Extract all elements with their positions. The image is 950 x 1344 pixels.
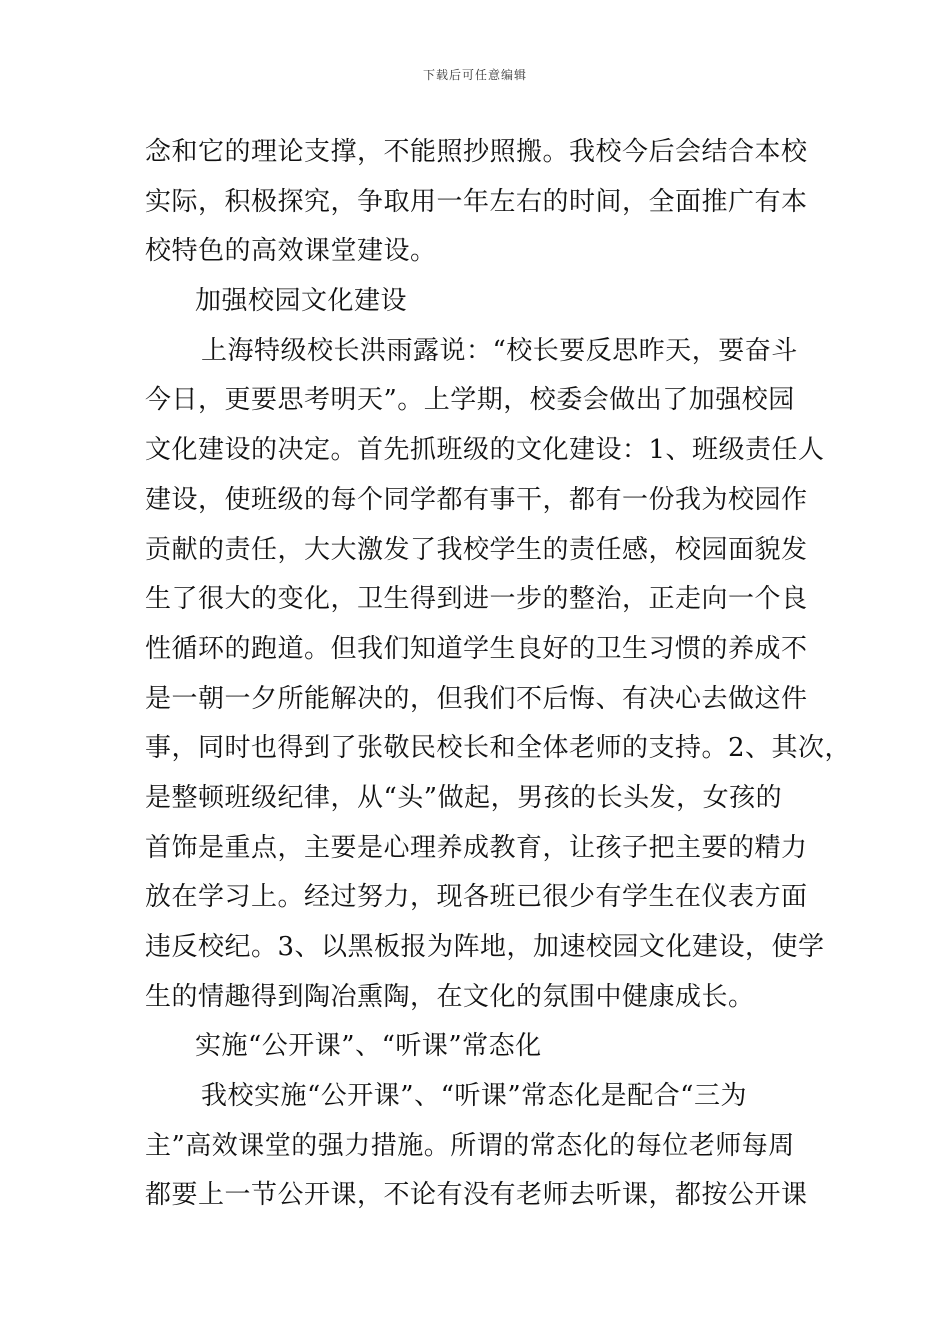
section-heading: 加强校园文化建设: [195, 286, 408, 317]
text-line: 放在学习上。经过努力，现各班已很少有学生在仪表方面: [145, 882, 808, 913]
text-line: 违反校纪。3、以黑板报为阵地，加速校园文化建设，使学: [145, 932, 825, 962]
text-line: 建设，使班级的每个同学都有事干，都有一份我为校园作: [145, 484, 808, 515]
text-line: 性循环的跑道。但我们知道学生良好的卫生习惯的养成不: [145, 633, 808, 664]
text-line: 是一朝一夕所能解决的，但我们不后悔、有决心去做这件: [145, 683, 808, 714]
text-line: 上海特级校长洪雨露说：“校长要反思昨天，要奋斗: [201, 335, 798, 366]
text-line: 主”高效课堂的强力措施。所谓的常态化的每位老师每周: [145, 1130, 795, 1161]
text-line: 今日，更要思考明天”。上学期，校委会做出了加强校园: [145, 385, 795, 416]
text-line: 我校实施“公开课”、“听课”常态化是配合“三为: [201, 1081, 747, 1112]
text-line: 贡献的责任，大大激发了我校学生的责任感，校园面貌发: [145, 534, 808, 565]
text-line: 念和它的理论支撑，不能照抄照搬。我校今后会结合本校: [145, 137, 808, 167]
text-line: 实际，积极探究，争取用一年左右的时间，全面推广有本: [145, 186, 808, 217]
text-line: 文化建设的决定。首先抓班级的文化建设：1、班级责任人: [145, 435, 825, 466]
text-line: 事，同时也得到了张敬民校长和全体老师的支持。2、其次，: [145, 733, 852, 764]
section-heading: 实施“公开课”、“听课”常态化: [195, 1031, 542, 1062]
text-line: 生的情趣得到陶冶熏陶，在文化的氛围中健康成长。: [145, 981, 755, 1012]
page-header: 下载后可任意编辑: [422, 68, 527, 82]
document-body: [145, 128, 852, 1221]
text-line: 校特色的高效课堂建设。: [145, 236, 437, 267]
text-line: 是整顿班级纪律，从“头”做起，男孩的长头发，女孩的: [145, 782, 783, 813]
text-line: 都要上一节公开课，不论有没有老师去听课，都按公开课: [145, 1180, 808, 1211]
text-line: 生了很大的变化，卫生得到进一步的整治，正走向一个良: [145, 584, 808, 615]
text-line: 首饰是重点，主要是心理养成教育，让孩子把主要的精力: [145, 832, 808, 863]
